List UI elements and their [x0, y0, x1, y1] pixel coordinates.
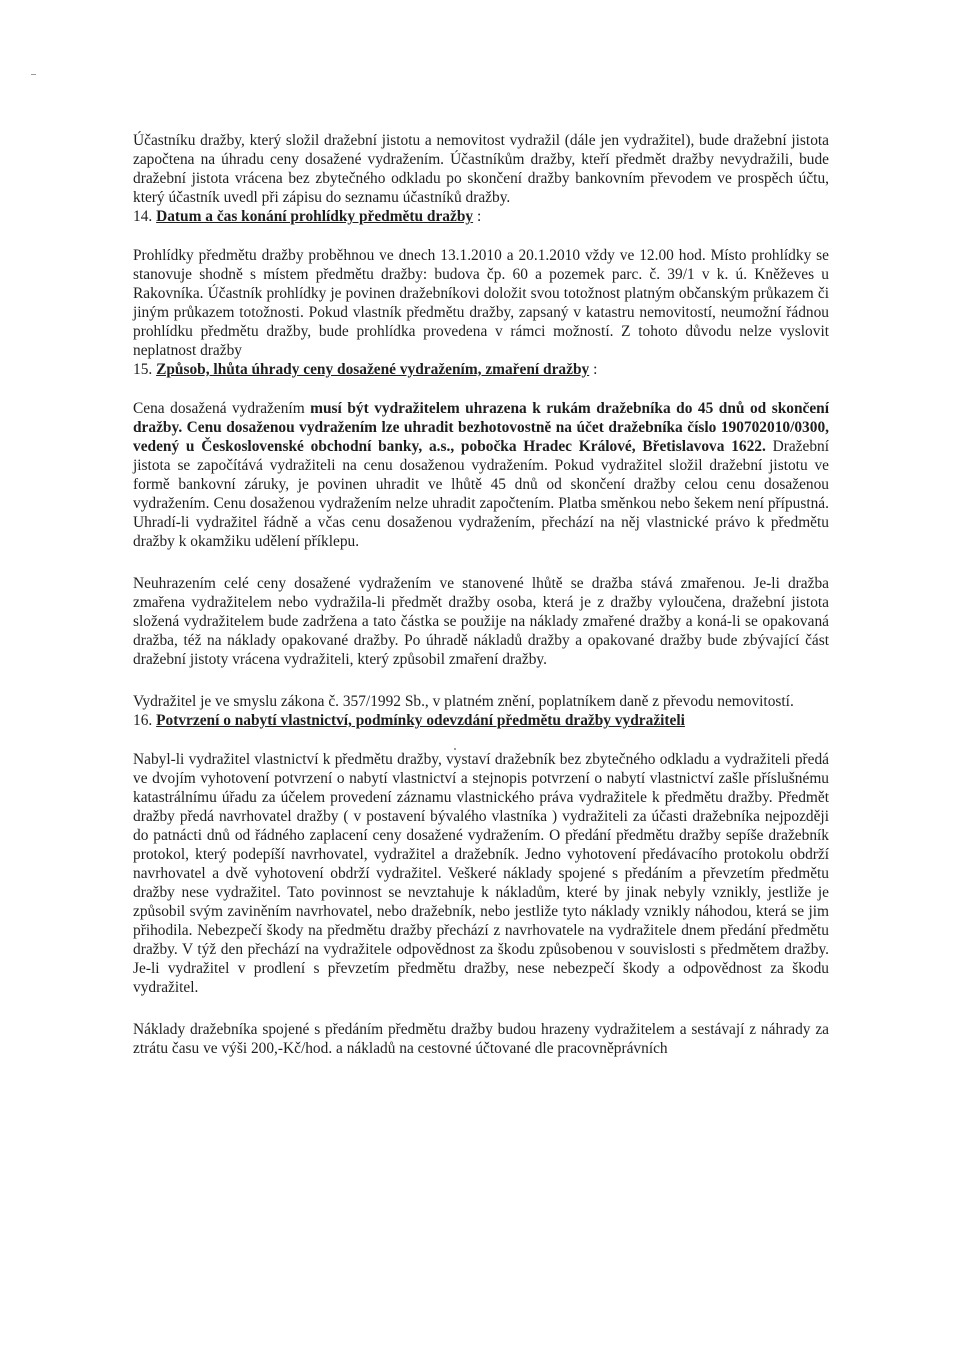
section-15-paragraph-frustration: Neuhrazením celé ceny dosažené vydražením ve stanovené lhůtě se dražba stává zmařenou. Je-li dražba zmařena vydražitelem nebo vydražila-li předmět dražby osoba, která je z dražby vyloučena, dražební jistota složená vydražitelem bude zadržena a tato částka se použije na náklady zmařené dražby a koná-li se opakovaná dražba, též na náklady opakované dražby. Po úhradě nákladů dražby a opakované dražby bude zbývající část dražební jistoty vrácena vydražiteli, který způsobil zmaření dražby.: [133, 575, 829, 668]
section-colon: :: [593, 361, 598, 378]
section-number: 15.: [133, 361, 153, 378]
intro-paragraph: Účastníku dražby, který složil dražební jistotu a nemovitost vydražil (dále jen vydražitel), bude dražební jistota započtena na úhradu ceny dosažené vydražením. Účastníkům dražby, kteří předmět dražby nevydražili, bude dražební jistota vrácena bez zbytečného odkladu po skončení dražby bankovním převodem ve prospěch účtu, který účastník uvedl při zápisu do seznamu účastníků dražby.: [133, 132, 829, 206]
document-body: [133, 131, 829, 1058]
section-15-heading: [133, 360, 829, 379]
section-14-paragraph: Prohlídky předmětu dražby proběhnou ve dnech 13.1.2010 a 20.1.2010 vždy ve 12.00 hod. Místo prohlídky se stanovuje shodně s místem předmětu dražby: budova čp. 60 a pozemek parc. č. 39/1 v k. ú. Kněževes u Rakovníka. Účastník prohlídky je povinen dražebníkovi doložit svou totožnost platným občanským průkazem či jiným průkazem totožnosti. Pokud vlastník předmětu dražby, zapsaný v katastru nemovitostí, neumožní řádnou prohlídku předmětu dražby, bude prohlídka provedena v rámci možností. Z tohoto důvodu nelze vyslovit neplatnost dražby: [133, 247, 829, 359]
section-number: 16.: [133, 712, 153, 729]
scan-artifact: [31, 74, 36, 75]
section-15-paragraph-payment: [133, 399, 829, 551]
section-16-heading: [133, 711, 829, 730]
section-15-paragraph-tax: Vydražitel je ve smyslu zákona č. 357/1992 Sb., v platném znění, poplatníkem daně z převodu nemovitostí.: [133, 693, 794, 710]
payment-text-rest: Dražební jistota se započítává vydražiteli na cenu dosaženou vydražením. Pokud vydražitel složil dražební jistotu ve formě bankovní záruky, je povinen uhradit ve lhůtě 45 dnů od skončení dražby celou cenu dosaženou vydražením. Cenu dosaženou vydražením nelze uhradit započtením. Platba směnkou nebo šekem není přípustná. Uhradí-li vydražitel řádně a včas cenu dosaženou vydražením, přechází na něj vlastnické právo k předmětu dražby k okamžiku udělení příklepu.: [133, 438, 830, 550]
section-14-heading: [133, 207, 829, 226]
section-title: Potvrzení o nabytí vlastnictví, podmínky odevzdání předmětu dražby vydražiteli: [156, 712, 685, 729]
section-number: 14.: [133, 208, 153, 225]
section-16-paragraph-costs: Náklady dražebníka spojené s předáním předmětu dražby budou hrazeny vydražitelem a sestávají z náhrady za ztrátu času ve výši 200,-Kč/hod. a nákladů na cestovné účtované dle pracovněprávních: [133, 1021, 829, 1057]
section-16-paragraph-ownership: Nabyl-li vydražitel vlastnictví k předmětu dražby, vystaví dražebník bez zbytečného odkladu a vydražiteli předá ve dvojím vyhotovení potvrzení o nabytí vlastnictví a stejnopis potvrzení o nabytí vlastnictví zašle příslušnému katastrálnímu úřadu za účelem provedení záznamu vlastnického práva vydražitele k předmětu dražby. Předmět dražby předá navrhovatel dražby ( v postavení bývalého vlastníka ) vydražiteli za účasti dražebníka nejpozději do patnácti dnů od řádného zaplacení ceny dosažené vydražením. O předání předmětu dražby sepíše dražebník protokol, který podepíší navrhovatel, vydražitel a dražebník. Jedno vyhotovení předávacího protokolu obdrží navrhovatel a dvě vyhotovení obdrží vydražitel. Veškeré náklady spojené s předáním a převzetím předmětu dražby nese vydražitel. Tato povinnost se nevztahuje k nákladům, které by jinak nebyly vznikly, jestliže je způsobil svým zaviněním navrhovatel, nebo dražebník, nebo jestliže tyto náklady vznikly náhodou, která se jim přihodila. Nebezpečí škody na předmětu dražby přechází z navrhovatele na vydražitele dnem předání předmětu dražby. V týž den přechází na vydražitele odpovědnost za škodu způsobenou v souvislosti s předmětem dražby. Je-li vydražitel v prodlení s převzetím předmětu dražby, nese nebezpečí škody a odpovědnost za škodu vydražitel.: [133, 751, 829, 996]
section-title: Datum a čas konání prohlídky předmětu dražby: [156, 208, 474, 225]
payment-text-lead: Cena dosažená vydražením: [133, 400, 311, 417]
section-title: Způsob, lhůta úhrady ceny dosažené vydražením, zmaření dražby: [156, 361, 590, 378]
section-colon: :: [476, 208, 482, 225]
payment-text-bold: musí být vydražitelem uhrazena k rukám dražebníka do 45 dnů od skončení dražby. Cenu dosaženou vydražením lze uhradit bezhotovostně na účet dražebníka číslo 190702010/0300, vedený u Československé obchodní banky, a.s., pobočka Hradec Králové, Břetislavova 1622.: [133, 400, 830, 455]
